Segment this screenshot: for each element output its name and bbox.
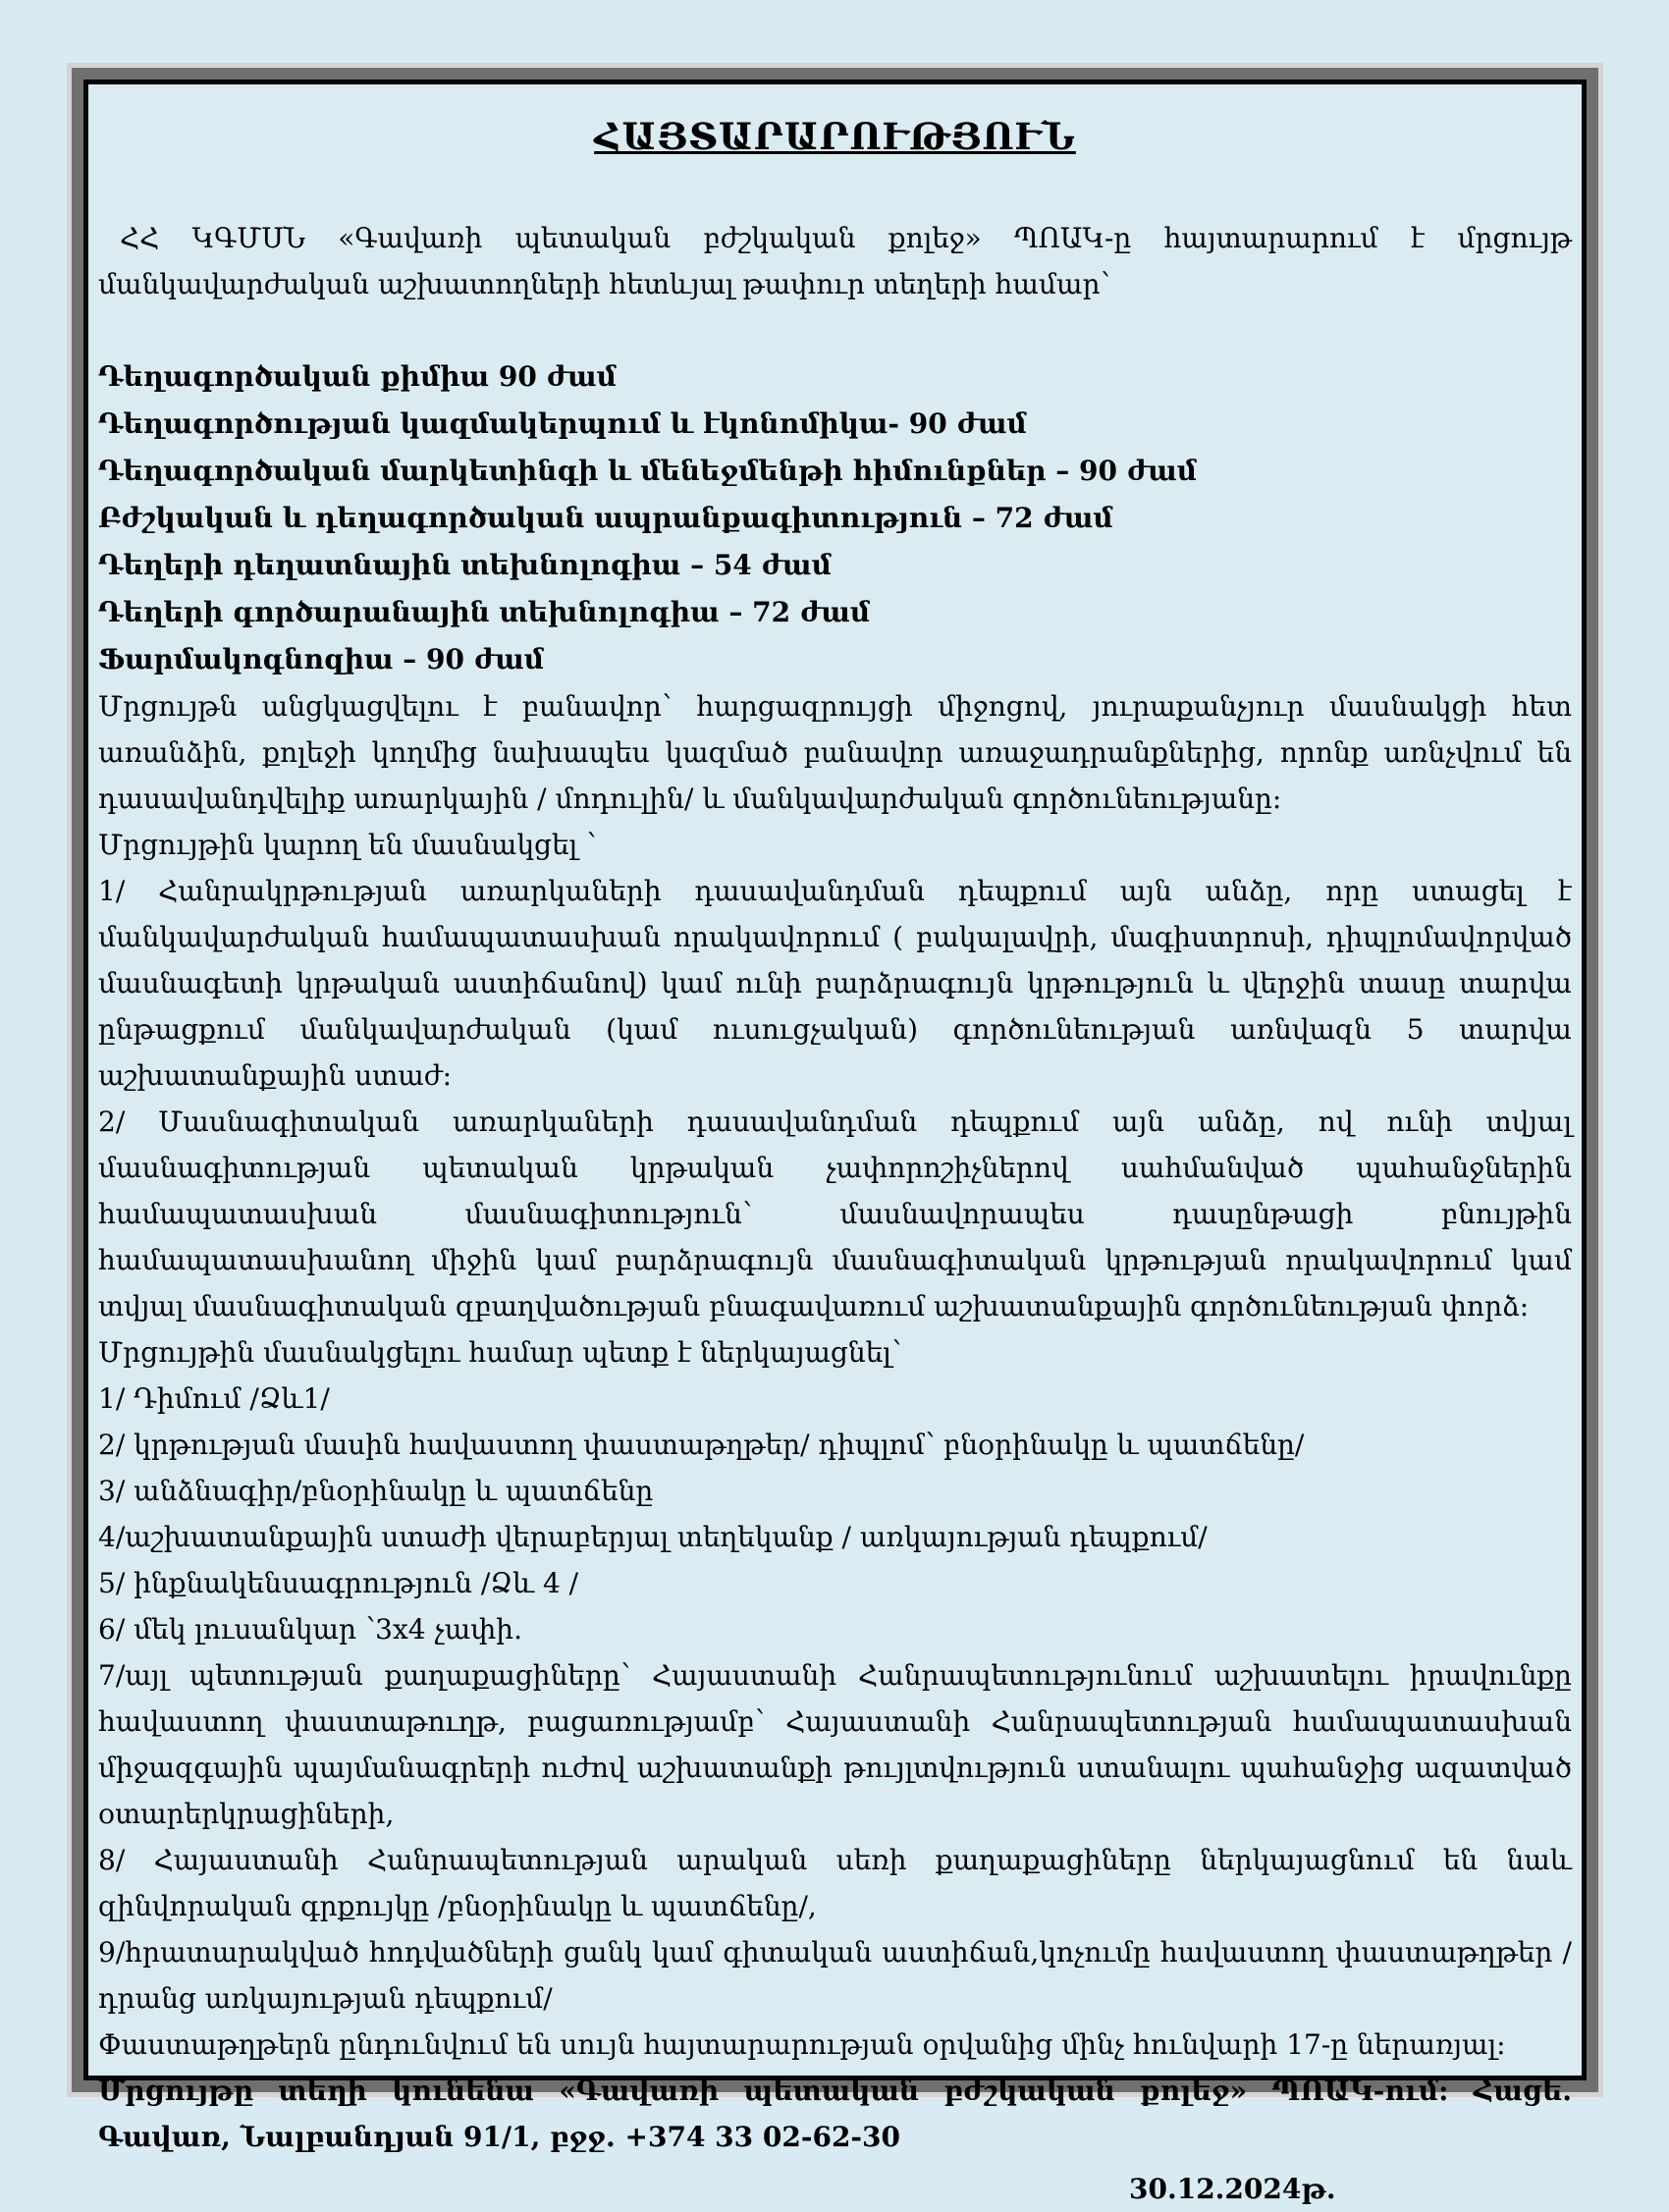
vacancy-item: Ֆարմակոգնոզիա – 90 ժամ — [98, 643, 544, 675]
vacancy-item: Դեղագործական մարկետինգի և մենեջմենթի հիմունքներ – 90 ժամ — [98, 455, 1198, 487]
document-item: 1/ Դիմում /Ձև1/ — [98, 1382, 330, 1415]
paragraph-format: Մրցույթն անցկացվելու է բանավոր՝ հարցազրույցի միջոցով, յուրաքանչյուր մասնակցի հետ առանձին, քոլեջի կողմից նախապես կազմած բանավոր առաջադրանքներից, որոնք առնչվում են դասավանդվելիք առարկային / մոդուլին/ և մանկավարժական գործունեությանը: — [98, 690, 1572, 815]
document-item: 5/ ինքնակենսագրություն /Ձև 4 / — [98, 1567, 579, 1599]
eligibility-item: 2/ Մասնագիտական առարկաների դասավանդման դեպքում այն անձը, ով ունի տվյալ մասնագիտության պետական կրթական չափորոշիչներով սահմանված պահանջներին համապատասխան մասնագիտություն՝ մասնավորապես դասընթացի բնույթին համապատասխանող միջին կամ բարձրագույն մասնագիտական կրթության որակավորում կամ տվյալ մասնագիտական զբաղվածության բնագավառում աշխատանքային գործունեության փորձ: — [98, 1106, 1572, 1322]
document-item: 4/աշխատանքային ստաժի վերաբերյալ տեղեկանք / առկայության դեպքում/ — [98, 1521, 1208, 1553]
doc-date: 30.12.2024թ. — [1129, 2173, 1336, 2205]
document-item: 3/ անձնագիր/բնօրինակը և պատճենը — [98, 1475, 654, 1507]
vacancy-item: Դեղերի դեղատնային տեխնոլոգիա – 54 ժամ — [98, 549, 832, 581]
paragraph-intro: ՀՀ ԿԳՄՍՆ «Գավառի պետական բժշկական քոլեջ» ՊՈԱԿ-ը հայտարարում է մրցույթ մանկավարժական աշխատողների հետևյալ թափուր տեղերի համար՝ — [98, 222, 1572, 300]
document-page — [83, 80, 1587, 2205]
documents-list — [98, 1376, 1572, 2022]
documents-header: Մրցույթին մասնակցելու համար պետք է ներկայացնել՝ — [98, 1336, 902, 1369]
document-frame — [67, 63, 1603, 2205]
document-item: 8/ Հայաստանի Հանրապետության արական սեռի քաղաքացիները ներկայացնում են նաև զինվորական գրքույկը /բնօրինակը և պատճենը/, — [98, 1844, 1572, 1922]
vacancy-item: Բժշկական և դեղագործական ապրանքագիտություն – 72 ժամ — [98, 502, 1113, 534]
vacancy-item: Դեղագործության կազմակերպում և էկոնոմիկա- 90 ժամ — [98, 407, 1027, 440]
vacancy-item: Դեղերի գործարանային տեխնոլոգիա – 72 ժամ — [98, 596, 871, 628]
vacancy-item: Դեղագործական քիմիա 90 ժամ — [98, 360, 617, 393]
document-item: 2/ կրթության մասին հավաստող փաստաթղթեր/ դիպլոմ՝ բնօրինակը և պատճենը/ — [98, 1429, 1305, 1461]
paragraph-venue: Մրցույթը տեղի կունենա «Գավառի պետական բժշկական քոլեջ» ՊՈԱԿ-ում: Հացե. Գավառ, Նալբանդյան 91/1, բջջ. +374 33 02-62-30 — [98, 2075, 1572, 2153]
paragraph-deadline: Փաստաթղթերն ընդունվում են սույն հայտարարության օրվանից մինչ հունվարի 17-ը ներառյալ: — [98, 2028, 1506, 2061]
participate-header: Մրցույթին կարող են մասնակցել ՝ — [98, 829, 597, 861]
document-item: 6/ մեկ լուսանկար ՝3x4 չափի. — [98, 1613, 522, 1646]
eligibility-item: 1/ Հանրակրթության առարկաների դասավանդման դեպքում այն անձը, որը ստացել է մանկավարժական համապատասխան որակավորում ( բակալավրի, մագիստրոսի, դիպլոմավորված մասնագետի կրթական աստիճանով) կամ ունի բարձրագույն կրթություն և վերջին տասը տարվա ընթացքում մանկավարժական (կամ ուսուցչական) գործունեության առնվազն 5 տարվա աշխատանքային ստաժ: — [98, 875, 1572, 1092]
vacancy-list — [98, 353, 1572, 683]
document-item: 9/հրատարակված հոդվածների ցանկ կամ գիտական աստիճան,կոչումը հավաստող փաստաթղթեր / դրանց առկայության դեպքում/ — [98, 1936, 1572, 2015]
doc-title: ՀԱՅՏԱՐԱՐՈՒԹՅՈՒՆ — [594, 115, 1076, 158]
eligibility-list — [98, 868, 1572, 1329]
frame-gray-band — [72, 68, 1598, 2205]
document-item: 7/այլ պետության քաղաքացիները՝ Հայաստանի Հանրապետությունում աշխատելու իրավունքը հավաստող փաստաթուղթ, բացառությամբ՝ Հայաստանի Հանրապետության համապատասխան միջազգային պայմանագրերի ուժով աշխատանքի թույլտվություն ստանալու պահանջից ազատված օտարերկրացիների, — [98, 1659, 1572, 1830]
